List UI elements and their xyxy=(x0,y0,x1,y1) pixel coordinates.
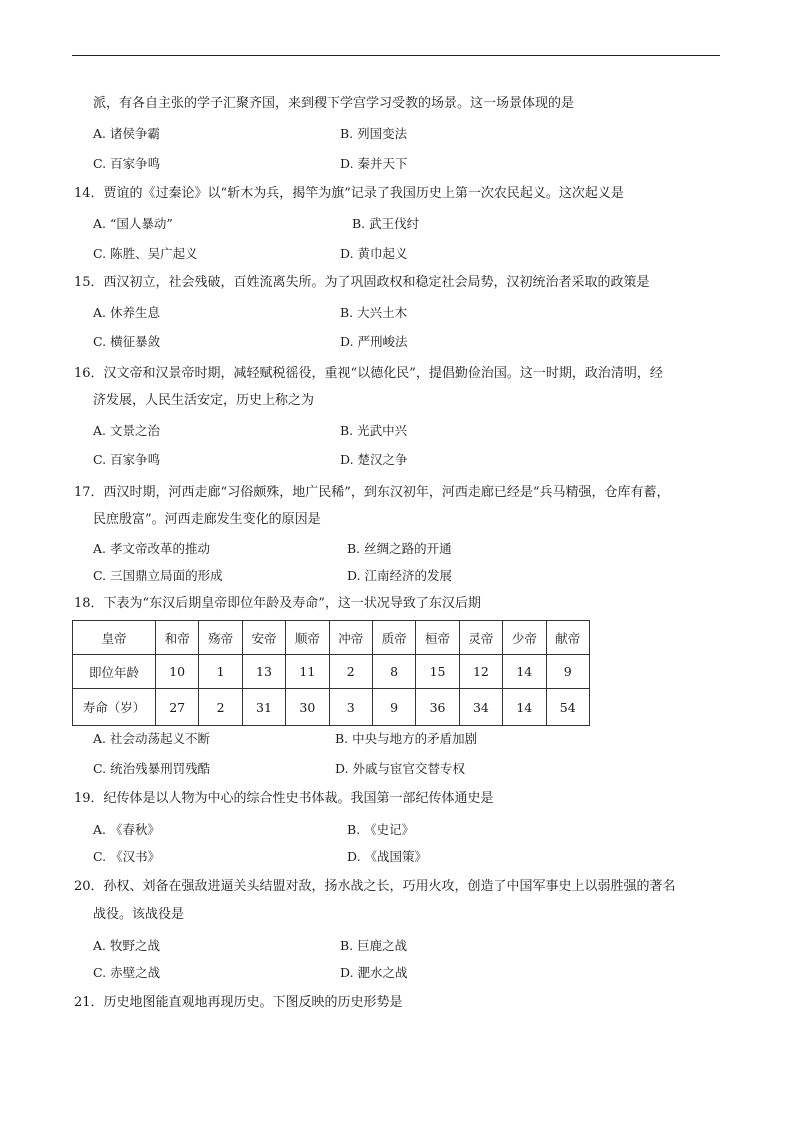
q20-option-b: B. 巨鹿之战 xyxy=(340,938,408,953)
q20-option-d: D. 淝水之战 xyxy=(340,965,408,980)
accession-age-cell: 11 xyxy=(286,655,329,689)
row-label: 寿命（岁） xyxy=(73,689,156,726)
lifespan-cell: 30 xyxy=(286,689,329,726)
q13-option-a: A. 诸侯争霸 xyxy=(93,126,160,141)
row-label: 即位年龄 xyxy=(73,655,156,689)
q17-option-b: B. 丝绸之路的开通 xyxy=(347,541,452,556)
q19-option-d: D. 《战国策》 xyxy=(347,849,428,864)
q17-option-d: D. 江南经济的发展 xyxy=(347,568,453,583)
q13-option-b: B. 列国变法 xyxy=(340,126,408,141)
q18-option-d: D. 外戚与宦官交替专权 xyxy=(335,761,466,776)
q18-option-b: B. 中央与地方的矛盾加剧 xyxy=(335,731,478,746)
emperor-cell: 殇帝 xyxy=(199,621,242,655)
lifespan-cell: 27 xyxy=(156,689,199,726)
lifespan-cell: 54 xyxy=(546,689,589,726)
q13-option-c: C. 百家争鸣 xyxy=(93,156,161,171)
emperor-cell: 质帝 xyxy=(372,621,415,655)
accession-age-cell: 8 xyxy=(372,655,415,689)
emperor-cell: 和帝 xyxy=(156,621,199,655)
q17-stem-line1: 17．西汉时期，河西走廊“习俗颇殊，地广民稀”，到东汉初年，河西走廊已经是“兵马精强，仓库有蓄， xyxy=(74,485,670,500)
q14-stem: 14．贾谊的《过秦论》以“斩木为兵，揭竿为旗”记录了我国历史上第一次农民起义。这次起义是 xyxy=(74,186,624,201)
lifespan-cell: 14 xyxy=(503,689,546,726)
q20-stem-line1: 20．孙权、刘备在强敌进逼关头结盟对敌，扬水战之长，巧用火攻，创造了中国军事史上以弱胜强的著名 xyxy=(74,879,676,894)
lifespan-cell: 36 xyxy=(416,689,459,726)
accession-age-cell: 1 xyxy=(199,655,242,689)
emperor-cell: 灵帝 xyxy=(459,621,502,655)
header-rule xyxy=(72,55,720,56)
q20-option-c: C. 赤壁之战 xyxy=(93,965,161,980)
q15-stem: 15．西汉初立，社会残破，百姓流离失所。为了巩固政权和稳定社会局势，汉初统治者采取的政策是 xyxy=(74,275,650,290)
q13-option-d: D. 秦并天下 xyxy=(340,156,408,171)
q17-option-a: A. 孝文帝改革的推动 xyxy=(93,541,210,556)
q15-option-a: A. 休养生息 xyxy=(93,305,160,320)
emperor-cell: 顺帝 xyxy=(286,621,329,655)
q15-option-b: B. 大兴土木 xyxy=(340,305,408,320)
lifespan-cell: 31 xyxy=(242,689,285,726)
accession-age-cell: 12 xyxy=(459,655,502,689)
accession-age-cell: 15 xyxy=(416,655,459,689)
accession-age-cell: 10 xyxy=(156,655,199,689)
lifespan-cell: 3 xyxy=(329,689,372,726)
emperor-table xyxy=(72,620,590,726)
q14-option-a: A. “国人暴动” xyxy=(93,216,173,231)
q13-stem-continuation: 派，有各自主张的学子汇聚齐国，来到稷下学宫学习受教的场景。这一场景体现的是 xyxy=(93,96,575,111)
emperor-cell: 桓帝 xyxy=(416,621,459,655)
table-row-accession-age xyxy=(73,655,590,689)
lifespan-cell: 34 xyxy=(459,689,502,726)
accession-age-cell: 13 xyxy=(242,655,285,689)
lifespan-cell: 2 xyxy=(199,689,242,726)
emperor-cell: 安帝 xyxy=(242,621,285,655)
q16-stem-line2: 济发展，人民生活安定，历史上称之为 xyxy=(93,393,315,408)
q19-option-b: B. 《史记》 xyxy=(347,822,415,837)
q15-option-d: D. 严刑峻法 xyxy=(340,334,408,349)
q14-option-c: C. 陈胜、吴广起义 xyxy=(93,246,198,261)
emperor-cell: 献帝 xyxy=(546,621,589,655)
q20-option-a: A. 牧野之战 xyxy=(93,938,160,953)
q16-stem-line1: 16．汉文帝和汉景帝时期，减轻赋税徭役，重视“以德化民”，提倡勤俭治国。这一时期，政治清明，经 xyxy=(74,366,663,381)
lifespan-cell: 9 xyxy=(372,689,415,726)
q19-option-a: A. 《春秋》 xyxy=(93,822,160,837)
q14-option-d: D. 黄巾起义 xyxy=(340,246,408,261)
table-row-emperor xyxy=(73,621,590,655)
emperor-cell: 少帝 xyxy=(503,621,546,655)
q16-option-c: C. 百家争鸣 xyxy=(93,452,161,467)
q17-option-c: C. 三国鼎立局面的形成 xyxy=(93,568,223,583)
accession-age-cell: 9 xyxy=(546,655,589,689)
q20-stem-line2: 战役。该战役是 xyxy=(93,907,185,922)
emperor-cell: 冲帝 xyxy=(329,621,372,655)
q16-option-d: D. 楚汉之争 xyxy=(340,452,408,467)
row-label: 皇帝 xyxy=(73,621,156,655)
q18-option-c: C. 统治残暴刑罚残酷 xyxy=(93,761,211,776)
q19-option-c: C. 《汉书》 xyxy=(93,849,161,864)
q15-option-c: C. 横征暴敛 xyxy=(93,334,161,349)
q16-option-b: B. 光武中兴 xyxy=(340,423,408,438)
q19-stem: 19．纪传体是以人物为中心的综合性史书体裁。我国第一部纪传体通史是 xyxy=(74,791,494,806)
q14-option-b: B. 武王伐纣 xyxy=(352,216,420,231)
accession-age-cell: 14 xyxy=(503,655,546,689)
q16-option-a: A. 文景之治 xyxy=(93,423,160,438)
q17-stem-line2: 民庶殷富”。河西走廊发生变化的原因是 xyxy=(93,512,321,527)
q21-stem: 21．历史地图能直观地再现历史。下图反映的历史形势是 xyxy=(74,995,403,1010)
q18-option-a: A. 社会动荡起义不断 xyxy=(93,731,210,746)
table-row-lifespan xyxy=(73,689,590,726)
q18-stem: 18．下表为“东汉后期皇帝即位年龄及寿命”，这一状况导致了东汉后期 xyxy=(74,596,481,611)
accession-age-cell: 2 xyxy=(329,655,372,689)
